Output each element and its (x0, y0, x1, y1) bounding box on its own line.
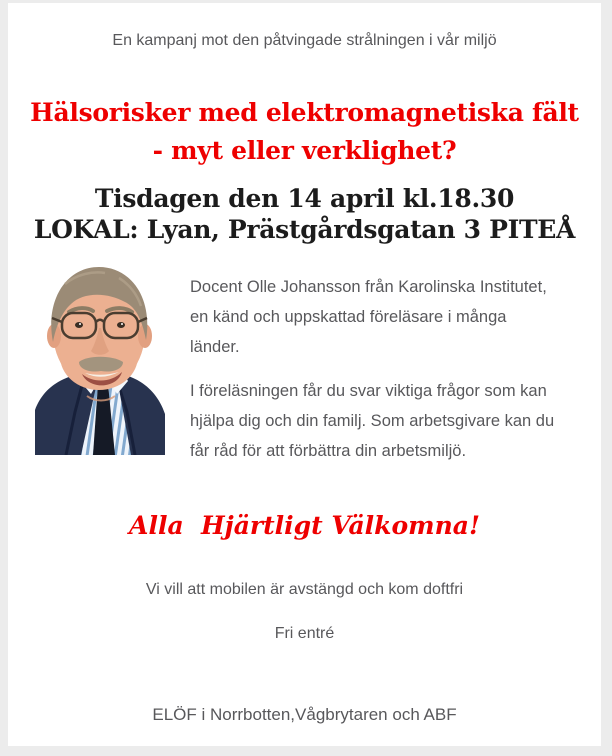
speaker-description (190, 262, 590, 466)
event-date-line: Tisdagen den 14 april kl.18.30 (94, 184, 515, 213)
flyer-title-line2: - myt eller verklighet? (152, 136, 457, 165)
free-entry-notice: Fri entré (274, 625, 335, 642)
event-venue-line: LOKAL: Lyan, Prästgårdsgatan 3 PITEÅ (33, 215, 576, 244)
campaign-tagline: En kampanj mot den påtvingade strålningen i vår miljö (112, 32, 497, 49)
speaker-section (8, 262, 601, 466)
organizers: ELÖF i Norrbotten,Vågbrytaren och ABF (152, 705, 457, 724)
event-when-where (8, 183, 601, 245)
flyer-title (8, 94, 601, 170)
speaker-paragraph-2: I föreläsningen får du svar viktiga frågor som kan hjälpa dig och din familj. Som arbetsgivare kan du får råd för att förbättra din arbetsmiljö. (190, 382, 555, 460)
phones-off-notice: Vi vill att mobilen är avstängd och kom doftfri (145, 581, 464, 598)
flyer-card (8, 3, 601, 746)
welcome-message: Alla Hjärtligt Välkomna! (129, 511, 480, 540)
speaker-photo (35, 262, 165, 455)
flyer-title-line1: Hälsorisker med elektromagnetiska fält (30, 98, 579, 127)
speaker-paragraph-1: Docent Olle Johansson från Karolinska Institutet, en känd och uppskattad föreläsare i många länder. (190, 278, 547, 356)
